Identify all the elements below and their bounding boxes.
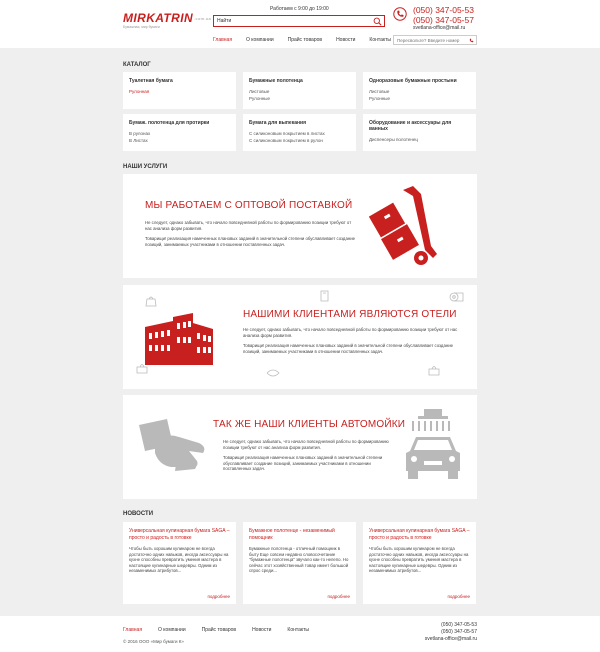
catalog-card[interactable]	[123, 72, 236, 109]
phone-small-icon[interactable]	[469, 38, 474, 43]
site-footer	[0, 616, 600, 652]
catalog-sub-link[interactable]: С силиконовым покрытием в листах	[249, 131, 325, 136]
service-text: Товарищи! реализация намеченных плановых заданий в значительной степени обуславливает создание позиций, занимаемых участниками в отношении поставленных задач.	[243, 343, 453, 354]
toilet-roll-icon	[449, 291, 465, 303]
logo-tagline: Бумажная, мир бумаги	[123, 24, 160, 29]
catalog-card[interactable]	[243, 114, 356, 151]
news-title-link[interactable]: Универсальная кулинарная бумага SAGA – просто и радость в готовке	[129, 528, 230, 541]
hotel-building-icon	[143, 313, 215, 365]
phone-1[interactable]: (050) 347-05-53	[413, 5, 474, 15]
catalog-sub-link[interactable]: В Листах	[129, 138, 148, 143]
footer-contacts	[425, 622, 477, 643]
header-email[interactable]: svetlana-office@mail.ru	[413, 25, 466, 31]
catalog-card-title[interactable]: Бумажные полотенца	[249, 78, 303, 84]
service-heading: НАШИМИ КЛИЕНТАМИ ЯВЛЯЮТСЯ ОТЕЛИ	[243, 309, 457, 320]
news-title: НОВОСТИ	[123, 511, 154, 517]
tissue-box-icon	[427, 363, 441, 377]
service-text: Не следует, однако забывать, что начало повседневной работы по формированию позиции требуют от нас анализа форм развития.	[223, 439, 389, 450]
search-box	[213, 15, 385, 27]
logo[interactable]	[123, 11, 212, 32]
footer-nav-price[interactable]: Прайс товаров	[201, 627, 237, 633]
catalog-card[interactable]	[123, 114, 236, 151]
tissue-box-icon	[135, 361, 149, 375]
car-wash-icon	[398, 407, 468, 487]
service-text: Не следует, однако забывать, что начало повседневной работы по формированию позиции требуют от нас анализа форм развития.	[243, 327, 458, 338]
catalog-sub-link[interactable]: С силиконовым покрытием в рулон	[249, 138, 323, 143]
catalog-sub-link[interactable]: Диспенсеры полотенец	[369, 137, 418, 142]
logo-text: MIRKATRIN	[123, 11, 194, 25]
hand-truck-icon	[359, 184, 451, 272]
catalog-card-title[interactable]: Бумаж. полотенца для протирки	[129, 120, 210, 126]
services-title: НАШИ УСЛУГИ	[123, 164, 168, 170]
nav-price[interactable]: Прайс товаров	[287, 37, 323, 43]
logo-domain: .com.ua	[194, 15, 212, 21]
news-card	[123, 522, 236, 604]
footer-nav	[123, 627, 325, 633]
news-more-link[interactable]: подробнее	[447, 594, 470, 599]
callback-box	[393, 35, 477, 45]
service-heading: ТАК ЖЕ НАШИ КЛИЕНТЫ АВТОМОЙКИ	[213, 419, 406, 430]
copyright: © 2016 ООО «Мир бумаги К»	[123, 639, 184, 644]
service-heading: МЫ РАБОТАЕМ С ОПТОВОЙ ПОСТАВКОЙ	[145, 200, 353, 211]
catalog-grid	[123, 72, 477, 151]
service-carwash	[123, 395, 477, 499]
news-more-link[interactable]: подробнее	[207, 594, 230, 599]
site-header	[0, 0, 600, 48]
callback-input[interactable]	[397, 38, 465, 43]
service-text: Товарищи! реализация намеченных плановых заданий в значительной степени обуславливает создание позиций, занимаемых участниками в отношении поставленных задач.	[145, 236, 355, 247]
nav-contacts[interactable]: Контакты	[369, 37, 392, 43]
cleaning-hands-icon	[137, 417, 211, 479]
catalog-sub-link[interactable]: В рулонах	[129, 131, 151, 136]
news-text: Бумажные полотенца - отличный помощник в быту Еще совсем недавно словосочетание "бумажные полотенца" звучало как-то нелепо. Но сейчас этот хозяйственный товар имеет большой спрос среди...	[249, 546, 349, 573]
catalog-sub-link[interactable]: Рулонная	[129, 89, 150, 94]
catalog-sub-link[interactable]: Рулонные	[249, 96, 271, 101]
nav-about[interactable]: О компании	[246, 37, 274, 43]
catalog-card[interactable]	[363, 72, 476, 109]
main-nav	[213, 37, 405, 43]
news-title-link[interactable]: Бумажное полотенце - незаменимый помощник	[249, 528, 335, 541]
news-more-link[interactable]: подробнее	[327, 594, 350, 599]
news-grid	[123, 522, 477, 604]
news-card	[363, 522, 476, 604]
search-input[interactable]	[214, 16, 364, 26]
catalog-card[interactable]	[363, 114, 476, 151]
footer-nav-news[interactable]: Новости	[252, 627, 272, 633]
news-title-link[interactable]: Универсальная кулинарная бумага SAGA – просто и радость в готовке	[369, 528, 470, 541]
news-text: Чтобы быть хорошим кулинаром не всегда достаточно одних навыков, иногда аксессуары на кухне способны превратить умения мастера в настоящие кулинарные шедевры. Одним из незаменимых атрибутов...	[369, 546, 469, 573]
header-phones	[413, 5, 474, 31]
catalog-card-title[interactable]: Туалетная бумага	[129, 78, 173, 84]
footer-email[interactable]: svetlana-office@mail.ru	[424, 636, 477, 642]
phone-2[interactable]: (050) 347-05-57	[413, 15, 474, 25]
news-text: Чтобы быть хорошим кулинаром не всегда достаточно одних навыков, иногда аксессуары на кухне способны превратить умения мастера в настоящие кулинарные шедевры. Одним из незаменимых атрибутов...	[129, 546, 229, 573]
footer-nav-contacts[interactable]: Контакты	[287, 627, 310, 633]
catalog-title: КАТАЛОГ	[123, 62, 151, 68]
catalog-card[interactable]	[243, 72, 356, 109]
service-hotels	[123, 285, 477, 389]
footer-nav-home[interactable]: Главная	[123, 627, 143, 633]
catalog-sub-link[interactable]: Листовые	[249, 89, 270, 94]
nav-news[interactable]: Новости	[336, 37, 356, 43]
service-text: Не следует, однако забывать, что начало повседневной работы по формированию позиции требуют от нас анализа форм развития.	[145, 220, 352, 231]
catalog-card-title[interactable]: Бумага для выпекания	[249, 120, 307, 126]
catalog-sub-link[interactable]: Рулонные	[369, 96, 391, 101]
phone-icon	[393, 7, 407, 21]
service-wholesale	[123, 174, 477, 278]
catalog-sub-link[interactable]: Листовые	[369, 89, 390, 94]
footer-nav-about[interactable]: О компании	[158, 627, 186, 633]
roll-towel-icon	[318, 289, 332, 303]
working-hours: Работаем с 9:00 до 19:00	[270, 6, 329, 12]
footer-phone-2[interactable]: (050) 347-05-57	[441, 629, 477, 635]
news-card	[243, 522, 356, 604]
catalog-card-title[interactable]: Одноразовые бумажные простыни	[369, 78, 457, 84]
nav-home[interactable]: Главная	[213, 37, 233, 43]
paper-bag-icon	[145, 295, 157, 307]
service-text: Товарищи! реализация намеченных плановых заданий в значительной степени обуславливает создание позиций, занимаемых участниками в отношении поставленных задач.	[223, 455, 383, 471]
footer-phone-1[interactable]: (050) 347-05-53	[441, 622, 477, 628]
search-icon[interactable]	[373, 17, 382, 26]
catalog-card-title[interactable]: Оборудование и аксессуары для ванных	[369, 120, 452, 132]
paper-clip-icon	[265, 367, 281, 379]
